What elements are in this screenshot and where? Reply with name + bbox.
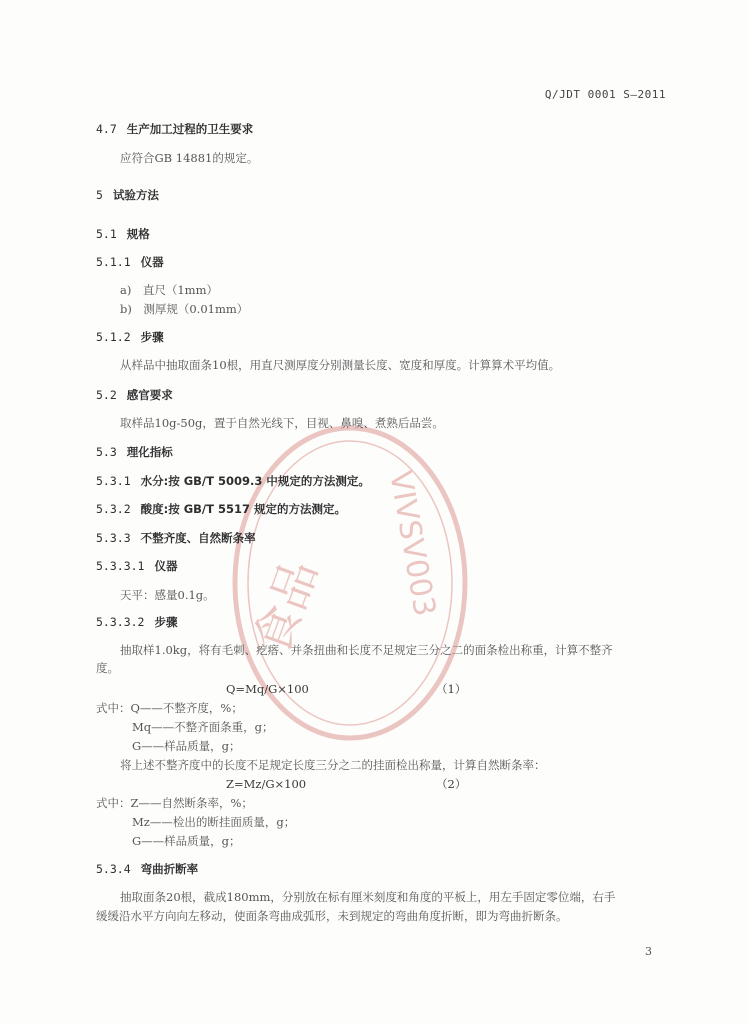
section-title: 仪器 <box>140 255 164 269</box>
paragraph-continuation: 度。 <box>96 661 119 675</box>
heading-5-1-1 <box>96 254 164 270</box>
section-title: 理化指标 <box>126 445 173 459</box>
equation: Q=Mq/G×100 <box>226 682 309 696</box>
section-number: 5.3.3.1 <box>96 559 145 573</box>
section-title: 步骤 <box>140 330 164 344</box>
seal-stamp <box>225 418 475 748</box>
heading-5-3-3-2 <box>96 614 177 630</box>
paragraph: 从样品中抽取面条10根，用直尺测厚度分别测量长度、宽度和厚度。计算算术平均值。 <box>120 358 561 372</box>
list-item: b) 测厚规（0.01mm） <box>120 302 249 316</box>
list-item: a) 直尺（1mm） <box>120 283 218 297</box>
heading-5-3 <box>96 444 173 460</box>
paragraph: 天平：感量0.1g。 <box>120 588 215 602</box>
section-number: 5 <box>96 188 103 202</box>
paragraph-continuation: 缓缓沿水平方向向左移动，使面条弯曲成弧形，未到规定的弯曲角度折断，即为弯曲折断条。 <box>96 909 568 923</box>
heading-5-3-4 <box>96 861 198 877</box>
section-title: 酸度:按 GB/T 5517 规定的方法测定。 <box>140 502 346 516</box>
section-number: 5.3 <box>96 445 117 459</box>
section-title: 规格 <box>126 227 150 241</box>
variable-definition: 式中：Z——自然断条率，%； <box>96 796 253 810</box>
section-number: 4.7 <box>96 122 117 136</box>
equation: Z=Mz/G×100 <box>226 777 307 791</box>
variable-definition: 式中：Q——不整齐度，%； <box>96 701 243 715</box>
paragraph: 将上述不整齐度中的长度不足规定长度三分之二的挂面检出称量，计算自然断条率： <box>120 758 546 772</box>
variable-definition: Mz——检出的断挂面质量，g； <box>132 815 296 829</box>
heading-5-2 <box>96 387 173 403</box>
equation-number: （2） <box>436 777 467 791</box>
section-number: 5.3.1 <box>96 474 131 488</box>
heading-5-3-3 <box>96 530 256 546</box>
section-title: 不整齐度、自然断条率 <box>140 531 256 545</box>
section-number: 5.1.1 <box>96 255 131 269</box>
section-number: 5.1 <box>96 227 117 241</box>
paragraph: 取样品10g-50g，置于自然光线下，目视、鼻嗅、煮熟后品尝。 <box>120 416 444 430</box>
equation-number: （1） <box>436 682 467 696</box>
heading-5-1-2 <box>96 329 164 345</box>
section-number: 5.3.2 <box>96 502 131 516</box>
section-number: 5.3.4 <box>96 862 131 876</box>
section-title: 水分:按 GB/T 5009.3 中规定的方法测定。 <box>140 474 370 488</box>
section-title: 弯曲折断率 <box>140 862 199 876</box>
paragraph: 抽取面条20根，截成180mm，分别放在标有厘米刻度和角度的平板上，用左手固定零位端，右手 <box>120 890 616 904</box>
page-number: 3 <box>645 945 652 958</box>
section-title: 试验方法 <box>112 188 159 202</box>
variable-definition: Mq——不整齐面条重，g； <box>132 720 274 734</box>
paragraph: 应符合GB 14881的规定。 <box>120 151 259 165</box>
paragraph: 抽取样1.0kg，将有毛刺、疙瘩、并条扭曲和长度不足规定三分之二的面条检出称重，计算不整齐 <box>120 643 613 657</box>
section-number: 5.3.3.2 <box>96 615 145 629</box>
variable-definition: G——样品质量，g； <box>132 834 241 848</box>
section-number: 5.2 <box>96 388 117 402</box>
heading-4-7 <box>96 121 253 137</box>
section-title: 感官要求 <box>126 388 173 402</box>
section-number: 5.1.2 <box>96 330 131 344</box>
variable-definition: G——样品质量，g； <box>132 739 241 753</box>
section-number: 5.3.3 <box>96 531 131 545</box>
heading-5-1 <box>96 226 150 242</box>
heading-5-3-1 <box>96 473 370 489</box>
section-title: 生产加工过程的卫生要求 <box>126 122 254 136</box>
svg-text:VIVSV003: VIVSV003 <box>382 468 443 619</box>
section-title: 步骤 <box>154 615 178 629</box>
heading-5-3-2 <box>96 501 346 517</box>
document-code: Q/JDT 0001 S—2011 <box>544 88 666 101</box>
section-title: 仪器 <box>154 559 178 573</box>
svg-text:食品: 食品 <box>243 552 330 663</box>
heading-5 <box>96 187 159 203</box>
heading-5-3-3-1 <box>96 558 177 574</box>
